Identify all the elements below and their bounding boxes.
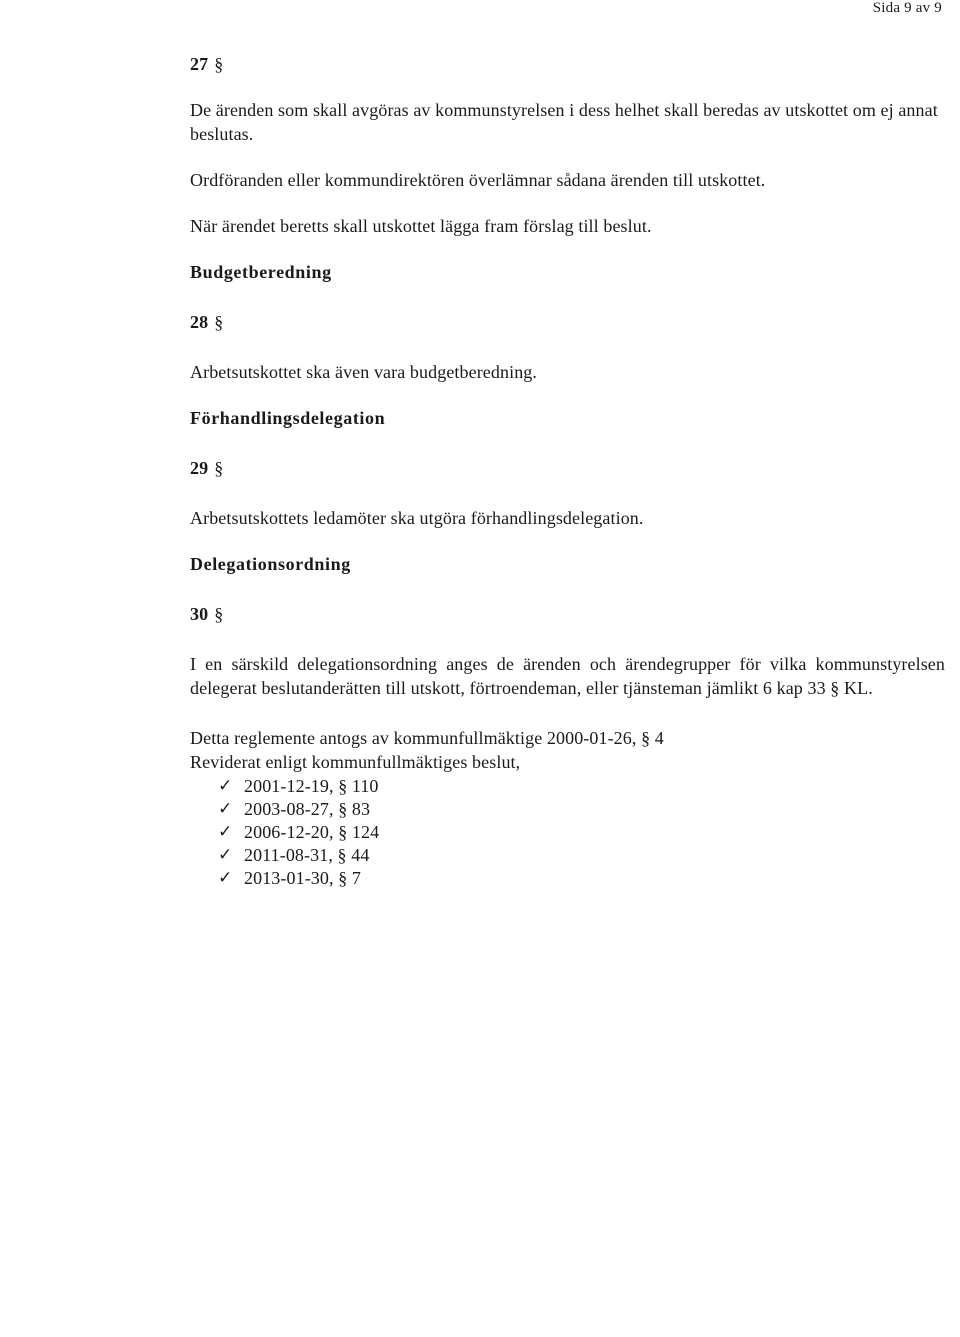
- revision-date: 2001-12-19, § 110: [244, 775, 379, 796]
- checkmark-icon: ✓: [218, 867, 233, 888]
- checkmark-icon: ✓: [218, 775, 233, 796]
- revision-item: [218, 866, 945, 889]
- paragraph-number: 28: [190, 312, 209, 332]
- revision-date: 2013-01-30, § 7: [244, 867, 361, 888]
- paragraph-number: 29: [190, 458, 209, 478]
- revision-item: [218, 797, 945, 820]
- paragraph-29-text: Arbetsutskottets ledamöter ska utgöra förhandlingsdelegation.: [190, 508, 644, 528]
- paragraph-30-text: I en särskild delegationsordning anges de ärenden och ärendegrupper för vilka kommunstyrelsen delegerat beslutanderätten till utskott, förtroendeman, eller tjänsteman jämlikt 6 kap 33 § KL.: [190, 654, 945, 698]
- paragraph-27-text-2: Ordföranden eller kommundirektören överlämnar sådana ärenden till utskottet.: [190, 170, 766, 190]
- heading-delegationsordning: Delegationsordning: [190, 554, 351, 574]
- paragraph-number-29: [190, 456, 945, 480]
- paragraph-number: 27: [190, 54, 209, 74]
- adoption-line: Detta reglemente antogs av kommunfullmäktige 2000-01-26, § 4: [190, 728, 664, 748]
- revision-date: 2006-12-20, § 124: [244, 821, 380, 842]
- page-number: Sida 9 av 9: [872, 0, 942, 16]
- revision-date: 2003-08-27, § 83: [244, 798, 371, 819]
- paragraph-number-27: [190, 52, 945, 76]
- section-symbol: §: [214, 312, 224, 332]
- checkmark-icon: ✓: [218, 821, 233, 842]
- paragraph-28-text: Arbetsutskottet ska även vara budgetberedning.: [190, 362, 537, 382]
- revision-item: [218, 774, 945, 797]
- revision-date: 2011-08-31, § 44: [244, 844, 370, 865]
- checkmark-icon: ✓: [218, 844, 233, 865]
- document-body: [190, 52, 945, 889]
- section-symbol: §: [214, 604, 224, 624]
- paragraph-27-text-1: De ärenden som skall avgöras av kommunstyrelsen i dess helhet skall beredas av utskottet om ej annat beslutas.: [190, 100, 938, 144]
- heading-forhandlingsdelegation: Förhandlingsdelegation: [190, 408, 386, 428]
- heading-budgetberedning: Budgetberedning: [190, 262, 332, 282]
- paragraph-number-28: [190, 310, 945, 334]
- paragraph-number: 30: [190, 604, 209, 624]
- section-symbol: §: [214, 458, 224, 478]
- paragraph-27-text-3: När ärendet beretts skall utskottet lägga fram förslag till beslut.: [190, 216, 652, 236]
- revision-intro: Reviderat enligt kommunfullmäktiges beslut,: [190, 752, 521, 772]
- revision-item: [218, 820, 945, 843]
- revision-item: [218, 843, 945, 866]
- checkmark-icon: ✓: [218, 798, 233, 819]
- paragraph-number-30: [190, 602, 945, 626]
- revision-list: [190, 774, 945, 889]
- section-symbol: §: [214, 54, 224, 74]
